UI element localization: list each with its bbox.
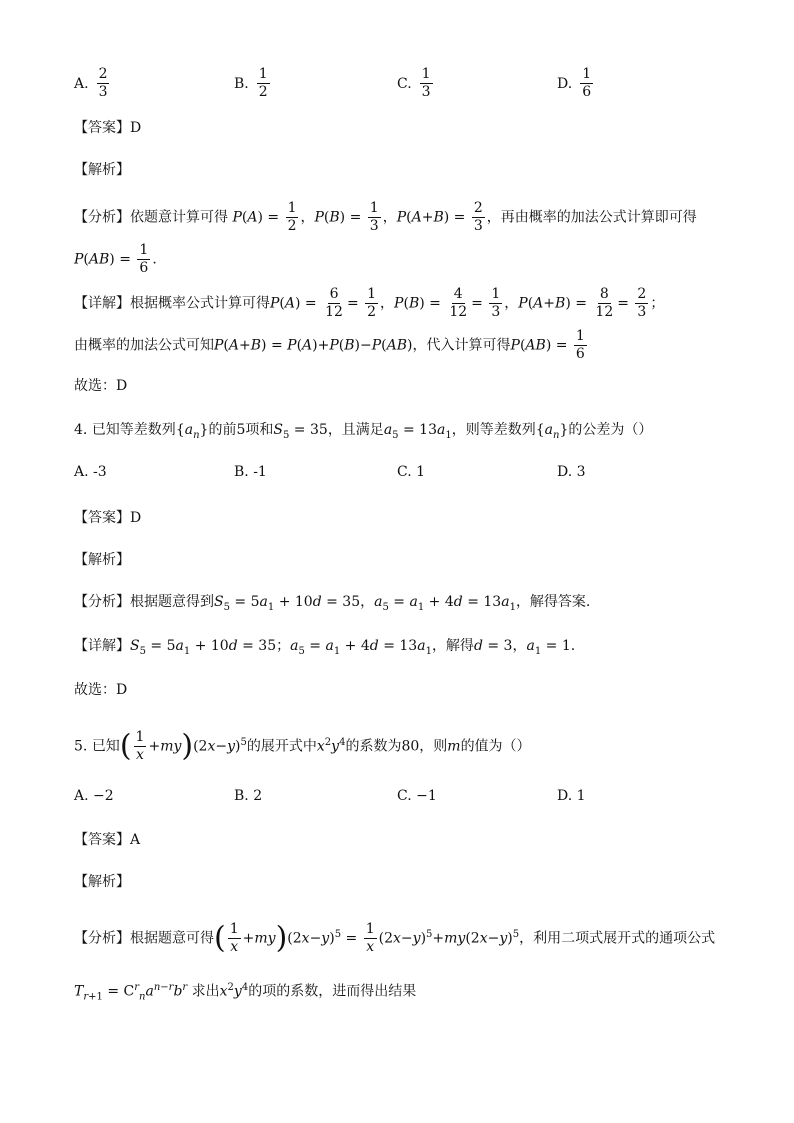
question-5: 5. 已知( $\frac{1}{x}$ $+my)(2x-y)^5$的展开式中$x^2y^4$的系数为80，则m的值为（） bbox=[74, 728, 531, 764]
option-d: D. 1 bbox=[557, 788, 586, 804]
analysis-heading: 【解析】 bbox=[74, 552, 130, 568]
answer-line: 【答案】D bbox=[74, 510, 142, 526]
fraction: $\frac{2}{3}$ bbox=[98, 66, 108, 100]
fraction: $\frac{1}{2}$ bbox=[258, 66, 268, 100]
option-a: A. −2 bbox=[74, 788, 114, 804]
analysis-heading: 【解析】 bbox=[74, 874, 130, 890]
option-b: B. 2 bbox=[234, 788, 263, 804]
question-4: 4. 已知等差数列$\{a_n\}$的前5项和$S_5 = 35$，且满足$a_5 = 13a_1$，则等差数列$\{a_n\}$的公差为（） bbox=[74, 422, 653, 441]
choice-line: 故选：D bbox=[74, 682, 128, 698]
choice-line: 故选：D bbox=[74, 378, 128, 394]
option-a: A. $\frac{2}{3}$ bbox=[74, 66, 108, 100]
analysis-text: 【分析】根据题意得到$S_5 = 5a_1 + 10d = 35$，$a_5 = a_1 + 4d = 13a_1$，解得答案. bbox=[74, 594, 591, 613]
option-b: B. -1 bbox=[234, 464, 267, 480]
fraction: $\frac{1}{3}$ bbox=[421, 66, 431, 100]
formula-line: $T_{r+1} = C^r_na^{n-r}b^r$ 求出$x^2y^4$的项的系数，进而得出结果 bbox=[74, 982, 417, 1003]
option-c: C. $\frac{1}{3}$ bbox=[397, 66, 431, 100]
fraction: $\frac{1}{6}$ bbox=[582, 66, 592, 100]
option-c: C. 1 bbox=[397, 464, 426, 480]
analysis-heading: 【解析】 bbox=[74, 162, 130, 178]
answer-line: 【答案】D bbox=[74, 120, 142, 136]
detail-text-2: 由概率的加法公式可知P(A+B) = P(A)+P(B)−P(AB)，代入计算可得P(AB) = $\frac{1}{6}$ bbox=[74, 328, 585, 362]
detail-text: 【详解】$S_5 = 5a_1 + 10d = 35$；$a_5 = a_1 + 4d = 13a_1$，解得d = 3，$a_1 = 1$. bbox=[74, 638, 576, 657]
option-d: D. $\frac{1}{6}$ bbox=[557, 66, 592, 100]
formula-line: P(AB) = $\frac{1}{6}$ . bbox=[74, 242, 157, 276]
option-c: C. −1 bbox=[397, 788, 437, 804]
answer-line: 【答案】A bbox=[74, 832, 141, 848]
analysis-text: 【分析】根据题意可得( $\frac{1}{x}$ $+my)(2x-y)^5$ = $\frac{1}{x}$ $(2x-y)^5+my(2x-y)^5$，利用二项式展开式的通项公式 bbox=[74, 920, 716, 956]
option-a: A. -3 bbox=[74, 464, 107, 480]
analysis-text: 【分析】依题意计算可得 P(A) = $\frac{1}{2}$ ，P(B) = $\frac{1}{3}$ ，P(A+B) = $\frac{2}{3}$ ，再由概率的加法公式计算即可得 bbox=[74, 200, 697, 234]
detail-text: 【详解】根据概率公式计算可得P(A) = $\frac{6}{12}$ = $\frac{1}{2}$ ，P(B) = $\frac{4}{12}$ = $\frac{1}{3}$ ，P(A+B) = $\frac{8}{12}$ = $\frac{2}{3}$ ； bbox=[74, 286, 665, 320]
option-d: D. 3 bbox=[557, 464, 586, 480]
option-b: B. $\frac{1}{2}$ bbox=[234, 66, 268, 100]
